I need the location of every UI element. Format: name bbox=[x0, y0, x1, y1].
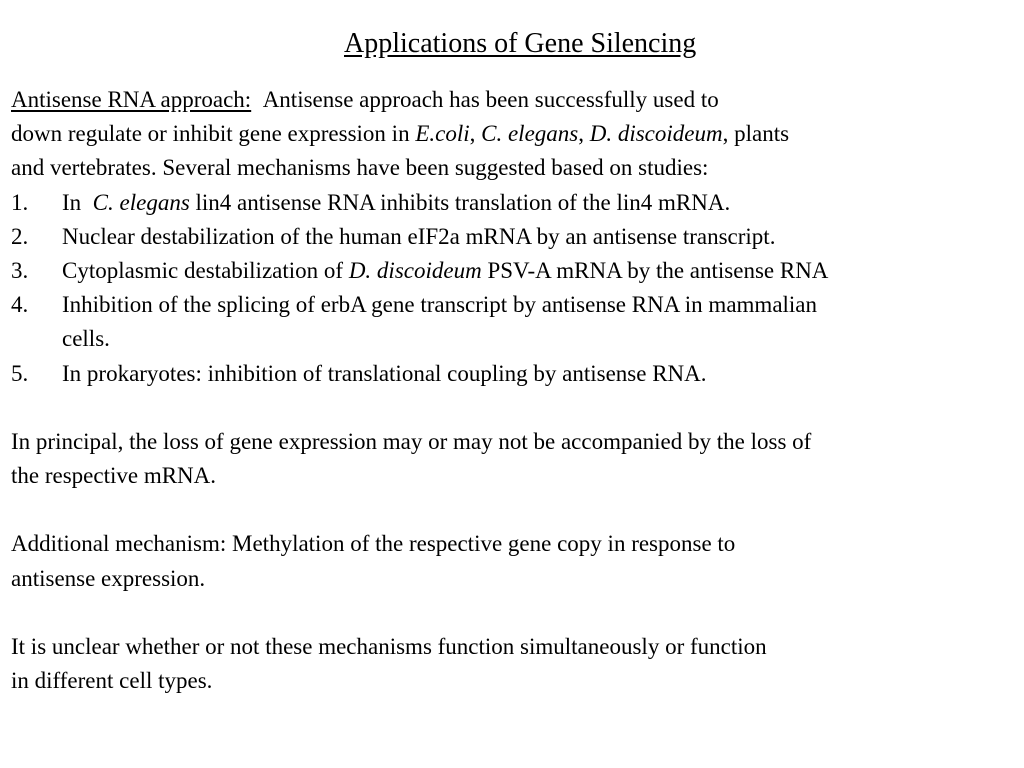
list-item-text bbox=[62, 186, 1021, 220]
intro-line-2-text: down regulate or inhibit gene expression in bbox=[11, 121, 416, 147]
list-item-text: Inhibition of the splicing of erbA gene transcript by antisense RNA in mammalian bbox=[62, 292, 818, 318]
antisense-approach-label: Antisense RNA approach: bbox=[11, 87, 252, 112]
list-item-number: 3. bbox=[11, 257, 29, 283]
list-item-prefix: In bbox=[62, 189, 87, 215]
principal-paragraph-line-2: the respective mRNA. bbox=[11, 463, 217, 489]
organism-ddiscoideum: D. discoideum bbox=[589, 121, 723, 147]
list-item-number: 4. bbox=[11, 292, 29, 318]
list-item-5 bbox=[11, 357, 1021, 391]
list-item-suffix: lin4 antisense RNA inhibits translation of the lin4 mRNA. bbox=[189, 189, 731, 215]
list-item-4-continuation bbox=[11, 322, 1021, 356]
intro-line-1 bbox=[11, 83, 1021, 117]
list-item-2 bbox=[11, 220, 1021, 254]
intro-line-2 bbox=[11, 117, 1021, 151]
intro-line-3: and vertebrates. Several mechanisms have been suggested based on studies: bbox=[11, 155, 709, 181]
separator: , bbox=[469, 121, 482, 147]
unclear-paragraph-line-2: in different cell types. bbox=[11, 668, 213, 694]
organism-celegans: C. elegans bbox=[481, 121, 579, 147]
separator: , bbox=[578, 121, 590, 147]
list-item-1 bbox=[11, 186, 1021, 220]
principal-paragraph-line-1: In principal, the loss of gene expression may or may not be accompanied by the loss of bbox=[11, 428, 812, 454]
list-item-suffix: PSV-A mRNA by the antisense RNA bbox=[481, 257, 829, 283]
list-item-text: In prokaryotes: inhibition of translational coupling by antisense RNA. bbox=[62, 360, 707, 386]
list-item-number: 1. bbox=[11, 189, 29, 215]
list-item-4 bbox=[11, 288, 1021, 322]
organism-ddiscoideum: D. discoideum bbox=[348, 257, 482, 283]
list-item-prefix: Cytoplasmic destabilization of bbox=[62, 257, 349, 283]
slide-body bbox=[11, 83, 1021, 698]
slide-title: Applications of Gene Silencing bbox=[344, 28, 697, 59]
organism-celegans: C. elegans bbox=[92, 189, 190, 215]
organism-ecoli: E.coli bbox=[415, 121, 470, 147]
list-item-text bbox=[62, 254, 1021, 288]
list-item-3 bbox=[11, 254, 1021, 288]
list-item-text: Nuclear destabilization of the human eIF2a mRNA by an antisense transcript. bbox=[62, 223, 776, 249]
additional-mechanism-line-1: Additional mechanism: Methylation of the respective gene copy in response to bbox=[11, 531, 736, 557]
unclear-paragraph-line-1: It is unclear whether or not these mechanisms function simultaneously or function bbox=[11, 634, 767, 659]
additional-mechanism-line-2: antisense expression. bbox=[11, 565, 206, 591]
intro-line-2-end: , plants bbox=[722, 121, 790, 147]
list-item-number: 2. bbox=[11, 223, 29, 249]
list-item-number: 5. bbox=[11, 360, 29, 386]
intro-line-1-text: Antisense approach has been successfully used to bbox=[262, 87, 719, 112]
list-item-text: cells. bbox=[62, 326, 110, 352]
